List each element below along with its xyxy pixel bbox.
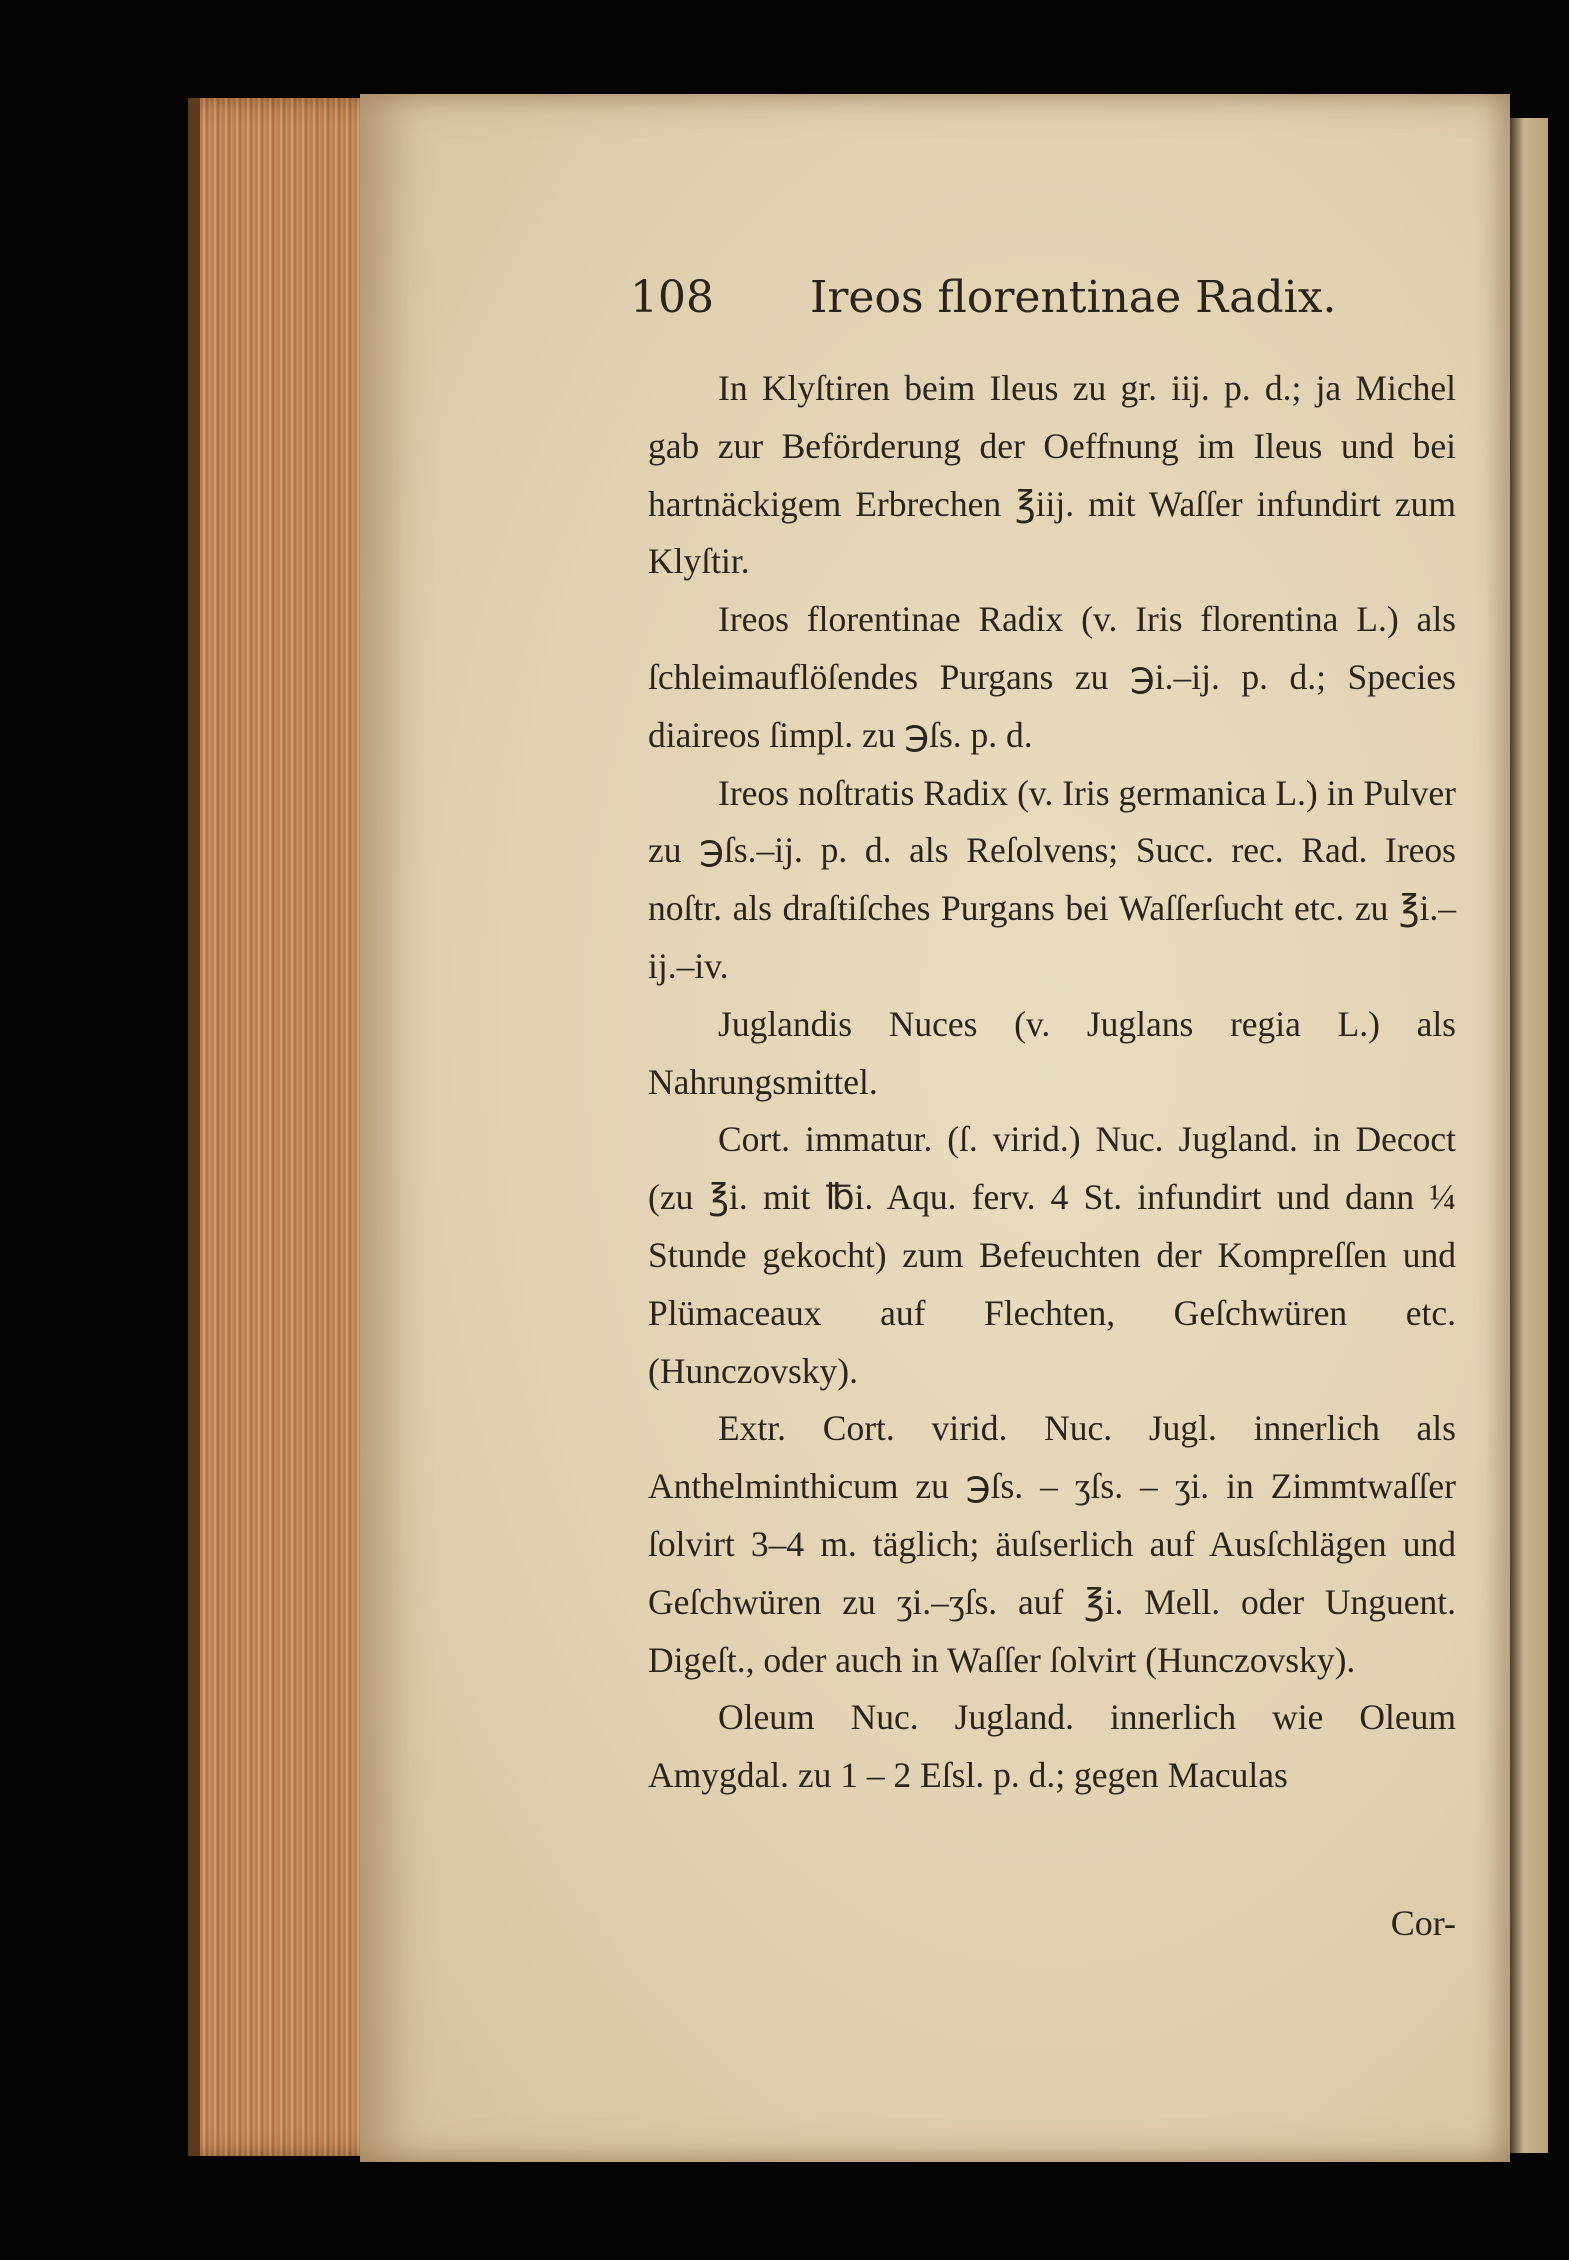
running-head: [630, 272, 1430, 323]
page-body: [648, 360, 1456, 1805]
paragraph-ireos-florentinae: Ireos florentinae Radix (v. Iris florentina L.) als ſchleimauflöſendes Purgans zu ℈i.–ij. p. d.; Species diaireos ſimpl. zu ℈ſs. p. d.: [648, 599, 1456, 755]
facing-page-sliver: [1508, 118, 1548, 2153]
paragraph-juglandis-nuces: Juglandis Nuces (v. Juglans regia L.) als Nahrungsmittel.: [648, 1003, 1456, 1102]
paragraph-cort-immatur: Cort. immatur. (ſ. virid.) Nuc. Jugland. in Decoct (zu ℥i. mit ℔i. Aqu. ferv. 4 St. infundirt und dann ¼ Stunde gekocht) zum Befeuchten der Kompreſſen und Plümaceaux auf Flechten, Geſchwüren etc. (Hunczovsky).: [648, 1119, 1456, 1391]
page-number: 108: [630, 272, 714, 323]
paragraph-klystir: In Klyſtiren beim Ileus zu gr. iij. p. d.; ja Michel gab zur Beförderung der Oeffnung im Ileus und bei hartnäckigem Erbrechen ℥iij. mit Waſſer infundirt zum Klyſtir.: [648, 368, 1456, 582]
paragraph-ireos-nostratis: Ireos noſtratis Radix (v. Iris germanica L.) in Pulver zu ℈ſs.–ij. p. d. als Reſolvens; Succ. rec. Rad. Ireos noſtr. als draſtiſches Purgans bei Waſſerſucht etc. zu ℥i.–ij.–iv.: [648, 772, 1456, 986]
paragraph-oleum-nuc: Oleum Nuc. Jugland. innerlich wie Oleum Amygdal. zu 1 – 2 Eſsl. p. d.; gegen Maculas: [648, 1697, 1456, 1796]
paragraph-extr-cort: Extr. Cort. virid. Nuc. Jugl. innerlich als Anthelminthicum zu ℈ſs. – ʒſs. – ʒi. in Zimmtwaſſer ſolvirt 3–4 m. täglich; äuſserlich auf Ausſchlägen und Geſchwüren zu ʒi.–ʒſs. auf ℥i. Mell. oder Unguent. Digeſt., oder auch in Waſſer ſolvirt (Hunczovsky).: [648, 1408, 1456, 1680]
catchword: Cor-: [1390, 1903, 1456, 1943]
running-title: Ireos florentinae Radix.: [810, 272, 1337, 323]
